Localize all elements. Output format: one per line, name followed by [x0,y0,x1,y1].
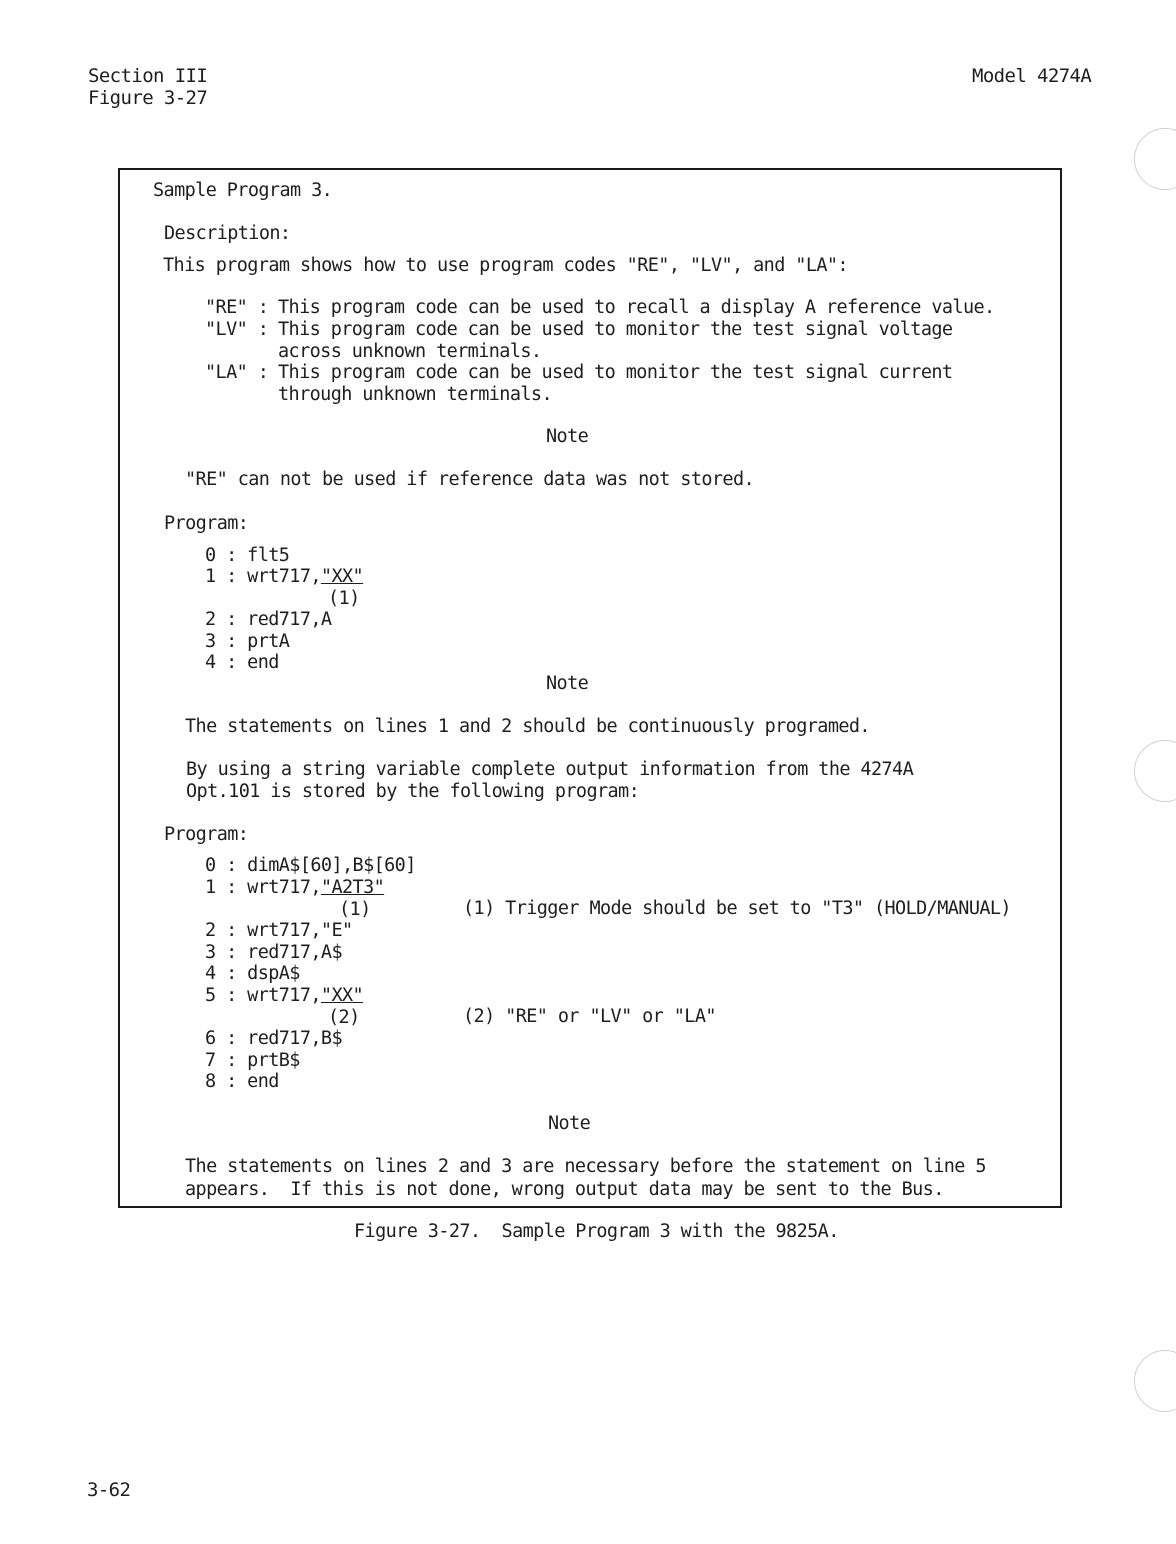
code-label-lv: "LV" : [205,319,269,340]
code-desc-re: This program code can be used to recall a display A reference value. [278,297,995,318]
program-line: 0 : flt5 [205,545,290,566]
footnote-reference: (1) [339,899,371,920]
note-heading: Note [548,1113,591,1134]
binder-hole [1134,128,1176,190]
note-text: The statements on lines 1 and 2 should be continuously programed. [185,716,870,737]
binder-hole [1134,1350,1176,1412]
program-line: 2 : wrt717,"E" [205,920,353,941]
description-heading: Description: [164,223,291,244]
code-label-la: "LA" : [205,362,269,383]
program-line: 3 : prtA [205,631,290,652]
binder-hole [1134,740,1176,802]
program-line: 6 : red717,B$ [205,1028,342,1049]
program-line: 7 : prtB$ [205,1050,300,1071]
code-desc-lv: This program code can be used to monitor the test signal voltage [278,319,953,340]
footnote-reference: (1) [328,588,360,609]
note-text: appears. If this is not done, wrong output data may be sent to the Bus. [185,1179,944,1200]
footnote-comment: (2) "RE" or "LV" or "LA" [463,1006,716,1027]
program-line: 0 : dimA$[60],B$[60] [205,855,416,876]
program-heading: Program: [164,824,249,845]
program-line [205,877,384,899]
note-heading: Note [546,673,589,694]
page-number: 3-62 [87,1479,131,1501]
body-text: Opt.101 is stored by the following program: [186,781,640,802]
model-label: Model 4274A [972,65,1092,87]
section-label: Section III [88,65,208,87]
description-intro: This program shows how to use program codes "RE", "LV", and "LA": [163,255,848,276]
program-line: 4 : dspA$ [205,963,300,984]
program-line-argument: "XX" [320,985,364,1006]
program-line: 8 : end [205,1071,279,1092]
code-desc-la-cont: through unknown terminals. [278,384,552,405]
code-label-re: "RE" : [205,297,269,318]
program-line [205,566,363,588]
program-line-prefix: 5 : wrt717, [205,985,321,1006]
footnote-reference: (2) [328,1007,360,1028]
program-line-argument: "XX" [320,566,364,587]
program-line [205,985,363,1007]
note-heading: Note [546,426,589,447]
program-heading: Program: [164,513,249,534]
code-desc-la: This program code can be used to monitor the test signal current [278,362,953,383]
figure-title: Sample Program 3. [153,180,333,201]
program-line: 4 : end [205,652,279,673]
figure-caption: Figure 3-27. Sample Program 3 with the 9825A. [354,1221,839,1242]
program-line-prefix: 1 : wrt717, [205,877,321,898]
body-text: By using a string variable complete output information from the 4274A [186,759,914,780]
program-line: 3 : red717,A$ [205,942,342,963]
note-text: The statements on lines 2 and 3 are necessary before the statement on line 5 [185,1156,986,1177]
program-line: 2 : red717,A [205,609,332,630]
code-desc-lv-cont: across unknown terminals. [278,341,542,362]
note-text: "RE" can not be used if reference data was not stored. [185,469,755,490]
figure-reference: Figure 3-27 [88,87,208,109]
program-line-prefix: 1 : wrt717, [205,566,321,587]
footnote-comment: (1) Trigger Mode should be set to "T3" (HOLD/MANUAL) [463,898,1011,919]
program-line-argument: "A2T3" [320,877,385,898]
